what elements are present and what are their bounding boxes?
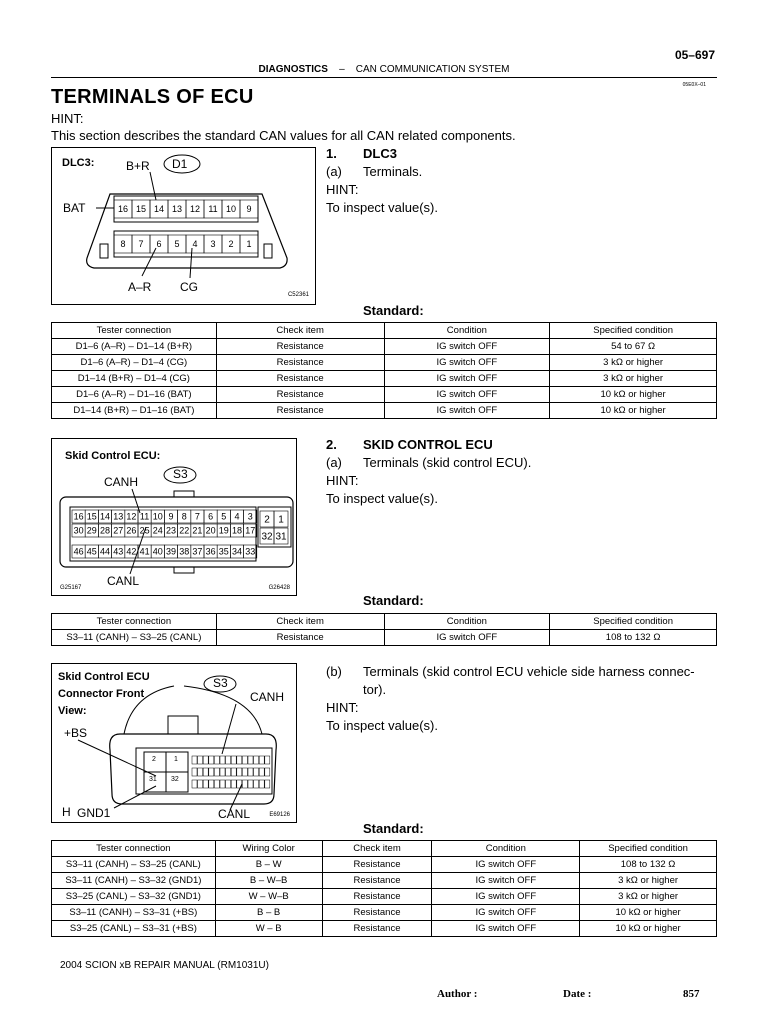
skid-canl-label: CANL	[107, 574, 140, 588]
table-cell: IG switch OFF	[384, 355, 550, 371]
table-cell: IG switch OFF	[432, 889, 580, 905]
dlc3-label: DLC3:	[62, 157, 95, 169]
table-row	[52, 339, 717, 355]
table-cell: B – W	[215, 857, 322, 873]
pin-number: 12	[126, 511, 137, 522]
pin-number: 16	[117, 204, 129, 215]
harness-sub-b: (b)	[326, 664, 342, 679]
table-cell: Resistance	[216, 630, 384, 646]
harness-table	[51, 840, 717, 937]
skid-fig-left: G25167	[60, 585, 82, 591]
skid-canh-label: CANH	[104, 475, 139, 489]
pin-number: 3	[247, 511, 253, 522]
pin-number: 13	[113, 511, 124, 522]
harness-pin-cell	[214, 780, 219, 788]
table-cell: 10 kΩ or higher	[580, 905, 717, 921]
dlc3-sub-a: (a)	[326, 164, 342, 179]
table-cell: 3 kΩ or higher	[550, 355, 717, 371]
harness-pin-cell	[259, 756, 264, 764]
pin-number: 4	[234, 511, 240, 522]
harness-pin-1: 1	[174, 756, 178, 763]
pin-number: 24	[152, 525, 163, 536]
skid-heading: SKID CONTROL ECU	[363, 437, 493, 452]
dlc3-connector-id: D1	[172, 157, 188, 171]
dlc3-heading: DLC3	[363, 146, 397, 161]
table-cell: D1–6 (A–R) – D1–4 (CG)	[52, 355, 217, 371]
table-row	[52, 889, 717, 905]
table-cell: B – B	[215, 905, 322, 921]
harness-pin-cell	[198, 768, 203, 776]
header-dash: –	[339, 64, 345, 75]
pin-number: 6	[208, 511, 214, 522]
harness-pin-cell	[192, 756, 197, 764]
harness-pin-cell	[237, 756, 242, 764]
pin-number: 5	[221, 511, 227, 522]
table-cell: Resistance	[216, 339, 384, 355]
running-header	[0, 64, 768, 75]
pin-number: 40	[152, 546, 163, 557]
pin-number: 11	[139, 511, 150, 522]
pin-number: 41	[139, 546, 150, 557]
pin-number: 11	[208, 204, 218, 215]
table-cell: 108 to 132 Ω	[580, 857, 717, 873]
harness-pin-cell	[254, 780, 259, 788]
table-row	[52, 403, 717, 419]
harness-pin-cell	[242, 756, 247, 764]
harness-pin-cell	[220, 756, 225, 764]
harness-pin-cell	[203, 768, 208, 776]
harness-hint: HINT:	[326, 700, 359, 715]
pin-number: 20	[205, 525, 216, 536]
pin-number: 13	[171, 204, 183, 215]
pin-number: 15	[86, 511, 97, 522]
pin-number: 1	[246, 239, 252, 250]
harness-pin-cell	[231, 756, 236, 764]
pin-number: 14	[99, 511, 111, 522]
pin-number: 14	[153, 204, 165, 215]
harness-pin-cell	[231, 780, 236, 788]
skid-hint: HINT:	[326, 473, 359, 488]
harness-pin-cell	[209, 768, 214, 776]
harness-pin-cell	[198, 756, 203, 764]
harness-instructions	[326, 663, 718, 735]
column-header: Condition	[384, 323, 550, 339]
table-cell: 108 to 132 Ω	[550, 630, 717, 646]
table-cell: Resistance	[322, 921, 432, 937]
pin-number: 34	[231, 546, 243, 557]
skid-connector-id: S3	[173, 467, 188, 481]
pin-number: 28	[99, 525, 111, 536]
footer-date: Date :	[563, 988, 592, 1000]
table-cell: S3–11 (CANH) – S3–32 (GND1)	[52, 873, 216, 889]
harness-pin-cell	[237, 768, 242, 776]
harness-pin-cell	[214, 768, 219, 776]
skid-num: 2.	[326, 437, 337, 452]
skid-sub-text: Terminals (skid control ECU).	[363, 455, 532, 470]
harness-canh-label: CANH	[250, 690, 285, 704]
harness-diagram	[51, 663, 297, 823]
harness-pin-cell	[265, 768, 270, 776]
skid-sub-a: (a)	[326, 455, 342, 470]
harness-pin-cell	[192, 768, 197, 776]
table-cell: 10 kΩ or higher	[550, 387, 717, 403]
table-cell: 54 to 67 Ω	[550, 339, 717, 355]
pin-number: 26	[126, 525, 137, 536]
dlc3-instructions	[326, 145, 438, 217]
table-cell: D1–6 (A–R) – D1–14 (B+R)	[52, 339, 217, 355]
table-row	[52, 355, 717, 371]
pin-number: 44	[99, 546, 111, 557]
dlc3-inspect: To inspect value(s).	[326, 200, 438, 215]
column-header: Tester connection	[52, 323, 217, 339]
header-subsection: CAN COMMUNICATION SYSTEM	[355, 64, 510, 75]
skid-fig-right: G26428	[268, 585, 290, 591]
table-cell: S3–25 (CANL) – S3–32 (GND1)	[52, 889, 216, 905]
pin-number: 2	[264, 514, 270, 526]
skid-label: Skid Control ECU:	[65, 450, 161, 462]
pin-number: 15	[135, 204, 147, 215]
doc-code: 05E0X–01	[682, 82, 706, 88]
pin-number: 5	[174, 239, 180, 250]
harness-label-2: Connector Front	[58, 688, 145, 700]
header-section: DIAGNOSTICS	[258, 64, 328, 75]
pin-number: 9	[246, 204, 252, 215]
table-cell: 3 kΩ or higher	[580, 889, 717, 905]
dlc3-fig-code: C52361	[287, 292, 309, 298]
pin-number: 32	[261, 531, 273, 543]
harness-pin-cell	[203, 756, 208, 764]
pin-number: 29	[86, 525, 97, 536]
harness-pin-cell	[209, 780, 214, 788]
pin-number: 12	[189, 204, 201, 215]
skid-diagram	[51, 438, 297, 596]
pin-number: 7	[138, 239, 144, 250]
harness-pin-cell	[248, 768, 253, 776]
harness-pin-cell	[220, 780, 225, 788]
table-cell: IG switch OFF	[432, 921, 580, 937]
column-header: Check item	[216, 323, 384, 339]
table-cell: Resistance	[322, 873, 432, 889]
table-cell: IG switch OFF	[384, 630, 550, 646]
harness-sub-text-2: tor).	[363, 682, 387, 697]
table-cell: Resistance	[216, 403, 384, 419]
harness-gnd1-label: GND1	[77, 806, 111, 820]
pin-number: 8	[120, 239, 126, 250]
skid-connector-drawing	[52, 439, 296, 595]
pin-number: 10	[225, 204, 237, 215]
pin-number: 17	[245, 525, 256, 536]
table-row	[52, 905, 717, 921]
table-cell: Resistance	[216, 371, 384, 387]
table-cell: S3–11 (CANH) – S3–25 (CANL)	[52, 630, 217, 646]
footer-manual: 2004 SCION xB REPAIR MANUAL (RM1031U)	[60, 960, 269, 971]
intro-text: This section describes the standard CAN values for all CAN related components.	[51, 128, 516, 143]
column-header: Condition	[384, 614, 550, 630]
pin-number: 19	[218, 525, 229, 536]
table-cell: IG switch OFF	[384, 403, 550, 419]
harness-pin-cell	[203, 780, 208, 788]
pin-number: 10	[152, 511, 163, 522]
column-header: Check item	[322, 841, 432, 857]
footer-author: Author :	[437, 988, 478, 1000]
column-header: Tester connection	[52, 841, 216, 857]
pin-number: 46	[73, 546, 84, 557]
harness-pin-2: 2	[152, 756, 156, 763]
pin-number: 2	[228, 239, 234, 250]
pin-number: 6	[156, 239, 162, 250]
harness-connector-id: S3	[213, 676, 228, 690]
harness-pin-cell	[248, 780, 253, 788]
pin-number: 21	[192, 525, 203, 536]
table-cell: 10 kΩ or higher	[550, 403, 717, 419]
pin-number: 38	[179, 546, 190, 557]
table-cell: Resistance	[216, 355, 384, 371]
pin-number: 25	[139, 525, 150, 536]
dlc3-table	[51, 322, 717, 419]
skid-instructions	[326, 436, 531, 508]
column-header: Condition	[432, 841, 580, 857]
harness-pin-cell	[259, 780, 264, 788]
harness-pin-cell	[209, 756, 214, 764]
table-row	[52, 921, 717, 937]
table-cell: S3–11 (CANH) – S3–31 (+BS)	[52, 905, 216, 921]
harness-standard: Standard:	[363, 821, 424, 836]
pin-number: 8	[181, 511, 187, 522]
table-cell: Resistance	[216, 387, 384, 403]
harness-pin-cell	[265, 780, 270, 788]
harness-bs-label: +BS	[64, 726, 88, 740]
harness-pin-cell	[220, 768, 225, 776]
dlc3-br-label: B+R	[126, 159, 150, 173]
table-cell: Resistance	[322, 905, 432, 921]
table-cell: 3 kΩ or higher	[580, 873, 717, 889]
harness-pin-cell	[248, 756, 253, 764]
table-row	[52, 387, 717, 403]
harness-pin-cell	[231, 768, 236, 776]
table-cell: IG switch OFF	[432, 857, 580, 873]
harness-connector-drawing	[52, 664, 296, 822]
harness-pin-cell	[226, 756, 231, 764]
table-cell: IG switch OFF	[384, 387, 550, 403]
table-cell: Resistance	[322, 857, 432, 873]
harness-pin-32: 32	[171, 776, 179, 783]
dlc3-hint: HINT:	[326, 182, 359, 197]
table-cell: IG switch OFF	[384, 371, 550, 387]
dlc3-sub-text: Terminals.	[363, 164, 423, 179]
table-header-row	[52, 841, 717, 857]
harness-sub-text-1: Terminals (skid control ECU vehicle side harness connec-	[363, 664, 695, 679]
harness-pin-cell	[214, 756, 219, 764]
harness-pin-cell	[254, 756, 259, 764]
table-cell: W – W–B	[215, 889, 322, 905]
table-cell: W – B	[215, 921, 322, 937]
harness-inspect: To inspect value(s).	[326, 718, 438, 733]
harness-pin-cell	[242, 780, 247, 788]
harness-pin-cell	[226, 768, 231, 776]
harness-label-1: Skid Control ECU	[58, 671, 150, 683]
pin-number: 9	[168, 511, 174, 522]
table-cell: B – W–B	[215, 873, 322, 889]
harness-fig-code: E69126	[269, 812, 290, 818]
harness-canl-label: CANL	[218, 807, 251, 821]
table-row	[52, 630, 717, 646]
harness-pin-cell	[254, 768, 259, 776]
pin-number: 30	[73, 525, 84, 536]
harness-pin-cell	[192, 780, 197, 788]
dlc3-cg-label: CG	[180, 280, 198, 294]
pin-number: 36	[205, 546, 216, 557]
column-header: Specified condition	[580, 841, 717, 857]
table-cell: IG switch OFF	[384, 339, 550, 355]
pin-number: 16	[73, 511, 84, 522]
skid-standard: Standard:	[363, 593, 424, 608]
page-title: TERMINALS OF ECU	[51, 86, 254, 108]
pin-number: 39	[165, 546, 177, 557]
dlc3-ar-label: A–R	[128, 280, 152, 294]
page-code: 05–697	[674, 48, 715, 62]
column-header: Specified condition	[550, 323, 717, 339]
pin-number: 27	[113, 525, 124, 536]
table-row	[52, 873, 717, 889]
pin-number: 35	[218, 546, 229, 557]
harness-pin-cell	[198, 780, 203, 788]
footer-page: 857	[683, 988, 700, 1000]
harness-pin-cell	[265, 756, 270, 764]
column-header: Tester connection	[52, 614, 217, 630]
header-rule	[51, 77, 717, 78]
pin-number: 4	[192, 239, 198, 250]
pin-number: 7	[194, 511, 200, 522]
harness-pin-cell	[259, 768, 264, 776]
table-cell: 10 kΩ or higher	[580, 921, 717, 937]
column-header: Specified condition	[550, 614, 717, 630]
pin-number: 45	[86, 546, 97, 557]
pin-number: 31	[275, 531, 287, 543]
pin-number: 22	[179, 525, 190, 536]
pin-number: 18	[231, 525, 243, 536]
column-header: Wiring Color	[215, 841, 322, 857]
harness-pin-cell	[242, 768, 247, 776]
table-cell: IG switch OFF	[432, 873, 580, 889]
table-cell: S3–11 (CANH) – S3–25 (CANL)	[52, 857, 216, 873]
table-row	[52, 371, 717, 387]
harness-pin-31: 31	[149, 776, 157, 783]
harness-h-label: H	[62, 805, 71, 819]
harness-pin-cell	[226, 780, 231, 788]
dlc3-bat-label: BAT	[63, 201, 86, 215]
column-header: Check item	[216, 614, 384, 630]
skid-inspect: To inspect value(s).	[326, 491, 438, 506]
table-header-row	[52, 323, 717, 339]
table-cell: IG switch OFF	[432, 905, 580, 921]
intro-hint: HINT:	[51, 111, 84, 126]
pin-number: 43	[113, 546, 124, 557]
table-header-row	[52, 614, 717, 630]
pin-number: 3	[210, 239, 216, 250]
dlc3-num: 1.	[326, 146, 337, 161]
table-cell: D1–6 (A–R) – D1–16 (BAT)	[52, 387, 217, 403]
pin-number: 37	[192, 546, 203, 557]
table-cell: 3 kΩ or higher	[550, 371, 717, 387]
dlc3-standard: Standard:	[363, 303, 424, 318]
harness-label-3: View:	[58, 705, 87, 717]
pin-number: 33	[245, 546, 256, 557]
pin-number: 42	[126, 546, 137, 557]
skid-table	[51, 613, 717, 646]
table-cell: D1–14 (B+R) – D1–16 (BAT)	[52, 403, 217, 419]
table-cell: D1–14 (B+R) – D1–4 (CG)	[52, 371, 217, 387]
table-row	[52, 857, 717, 873]
dlc3-diagram	[51, 147, 316, 305]
pin-number: 1	[278, 514, 284, 526]
table-cell: S3–25 (CANL) – S3–31 (+BS)	[52, 921, 216, 937]
pin-number: 23	[165, 525, 177, 536]
table-cell: Resistance	[322, 889, 432, 905]
